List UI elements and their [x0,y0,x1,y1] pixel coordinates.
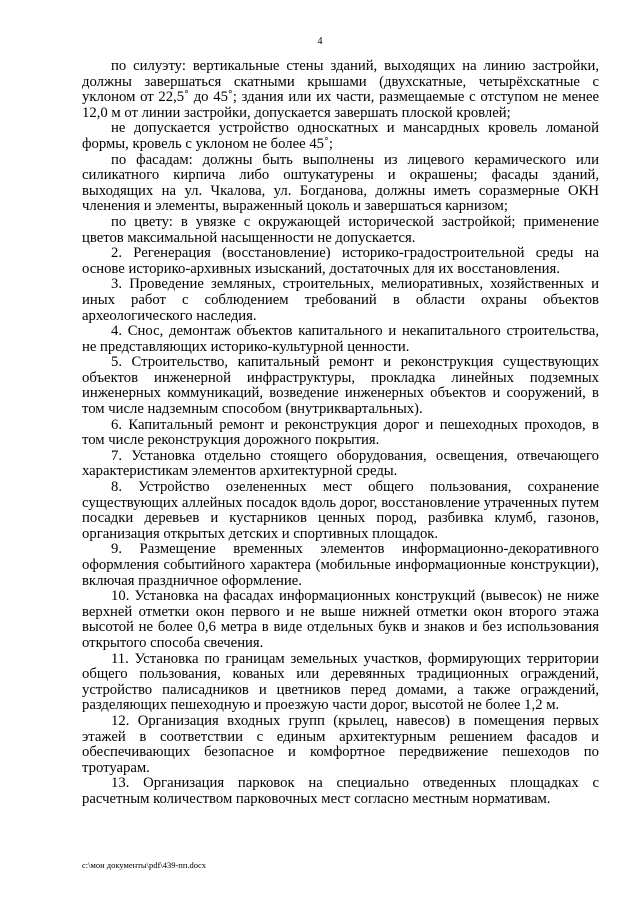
paragraph: 6. Капитальный ремонт и реконструкция дорог и пешеходных проходов, в том числе реконструкция дорожного покрытия. [82,416,599,449]
paragraph: 10. Установка на фасадах информационных конструкций (вывесок) не ниже верхней отметки окон первого и не выше нижней отметки окон второго этажа высотой не более 0,6 метра в виде отдельных букв и знаков и без использования открытого способа свечения. [82,588,599,651]
paragraph: 8. Устройство озелененных мест общего пользования, сохранение существующих аллейных посадок вдоль дорог, восстановление утраченных путем посадки деревьев и кустарников ценных пород, разбивка клумб, газонов, организация открытых детских и спортивных площадок. [82,479,599,542]
page-number: 4 [317,36,323,47]
paragraph: по силуэту: вертикальные стены зданий, выходящих на линию застройки, должны завершаться скатными крышами (двухскатные, четырёхскатные с уклоном от 22,5˚ до 45˚; здания или их части, размещаемые с отступом не менее 12,0 м от линии застройки, допускается завершать плоской кровлей; [82,58,599,121]
paragraph: 2. Регенерация (восстановление) историко-градостроительной среды на основе историко-архивных изысканий, достаточных для их восстановления. [82,245,599,277]
footer-file-path: c:\мои документы\pdf\439-пп.docx [82,860,207,870]
document-body [82,59,599,808]
paragraph: 3. Проведение земляных, строительных, мелиоративных, хозяйственных и иных работ с соблюдением требований в области охраны объектов археологического наследия. [82,276,599,324]
paragraph: не допускается устройство односкатных и мансардных кровель ломаной формы, кровель с уклоном не более 45˚; [82,120,599,152]
paragraph: по фасадам: должны быть выполнены из лицевого керамического или силикатного кирпича либо оштукатурены и окрашены; фасады зданий, выходящих на ул. Чкалова, ул. Богданова, должны иметь соразмерные ОКН членения и элементы, выраженный цоколь и завершаться карнизом; [82,151,599,215]
paragraph: 9. Размещение временных элементов информационно-декоративного оформления событийного характера (мобильные информационные конструкции), включая праздничное оформление. [82,541,599,589]
paragraph: 13. Организация парковок на специально отведенных площадках с расчетным количеством парковочных мест согласно местным нормативам. [82,775,599,807]
paragraph: по цвету: в увязке с окружающей исторической застройкой; применение цветов максимальной насыщенности не допускается. [82,213,599,246]
paragraph: 11. Установка по границам земельных участков, формирующих территории общего пользования, кованых или деревянных традиционных ограждений, устройство палисадников и цветников перед домами, а также ограждений, разделяющих пешеходную и проезжую части дорог, высотой не более 1,2 м. [82,650,599,714]
paragraph: 12. Организация входных групп (крылец, навесов) в помещения первых этажей в соответствии с единым архитектурным решением фасадов и обеспечивающих безопасное и комфортное передвижение пешеходов по тротуарам. [82,712,599,776]
paragraph: 5. Строительство, капитальный ремонт и реконструкция существующих объектов инженерной инфраструктуры, прокладка линейных подземных инженерных коммуникаций, возведение инженерных объектов и сооружений, в том числе надземным способом (внутриквартальных). [82,354,599,418]
paragraph: 7. Установка отдельно стоящего оборудования, освещения, отвечающего характеристикам элементов архитектурной среды. [82,447,599,480]
paragraph: 4. Снос, демонтаж объектов капитального и некапитального строительства, не представляющих историко-культурной ценности. [82,323,599,355]
